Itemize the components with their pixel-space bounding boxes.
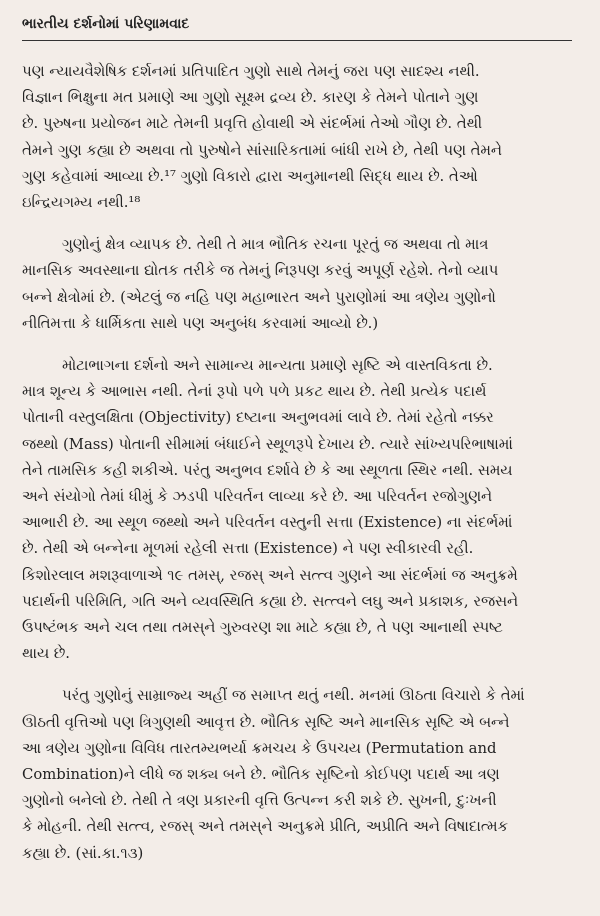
text-line: બન્ને ક્ષેત્રોમાં છે. (એટલું જ નહિ પણ મહાભારત અને પુરાણોમાં આ ત્રણેય ગુણોનો <box>22 288 496 306</box>
header-rule <box>22 40 572 41</box>
text-line: મોટાભાગના દર્શનો અને સામાન્ય માન્યતા પ્રમાણે સૃષ્ટિ એ વાસ્તવિકતા છે. <box>62 357 493 375</box>
text-line: ગુણોનો બનેલો છે. તેથી તે ત્રણ પ્રકારની વૃત્તિ ઉત્પન્ન કરી શકે છે. સુખની, દુઃખની <box>22 792 497 810</box>
text-line: ઉપષ્ટંભક અને ચલ તથા તમસ્‌ને ગુરુવરણ શા માટે કહ્યા છે, તે પણ આનાથી સ્પષ્ટ <box>22 619 503 637</box>
text-line: અને સંયોગો તેમાં ધીમું કે ઝડપી પરિવર્તન લાવ્યા કરે છે. આ પરિવર્તન રજોગુણને <box>22 488 493 506</box>
text-line: નીતિમત્તા કે ધાર્મિકતા સાથે પણ અનુબંધ કરવામાં આવ્યો છે.) <box>22 314 379 332</box>
text-line: ઇન્દ્રિયગમ્ય નથી.¹⁸ <box>22 194 141 212</box>
text-line: પોતાની વસ્તુલક્ષિતા (Objectivity) દષ્ટાના અનુભવમાં લાવે છે. તેમાં રહેતો નક્કર <box>22 409 494 427</box>
text-line: પણ ન્યાયવૈશેષિક દર્શનમાં પ્રતિપાદિત ગુણો સાથે તેમનું જરા પણ સાદશ્ય નથી. <box>22 63 480 80</box>
text-line: છે. પુરુષના પ્રયોજન માટે તેમની પ્રવૃત્તિ હોવાથી એ સંદર્ભમાં તેઓ ગૌણ છે. તેથી <box>22 115 483 133</box>
text-line: ઊઠતી વૃત્તિઓ પણ ત્રિગુણથી આવૃત્ત છે. ભૌતિક સૃષ્ટિ અને માનસિક સૃષ્ટિ એ બન્ને <box>22 713 510 731</box>
paragraph <box>22 353 572 667</box>
text-line: માનસિક અવસ્થાના દ્યોતક તરીકે જ તેમનું નિરૂપણ કરવું અપૂર્ણ રહેશે. તેનો વ્યાપ <box>22 262 499 280</box>
body-text <box>22 59 572 867</box>
paragraph <box>22 59 572 216</box>
paragraph <box>22 232 572 337</box>
text-line: તેમને ગુણ કહ્યા છે અથવા તો પુરુષોને સાંસારિકતામાં બાંધી રાખે છે, તેથી પણ તેમને <box>22 141 502 159</box>
text-line: ગુણોનું ક્ષેત્ર વ્યાપક છે. તેથી તે માત્ર ભૌતિક રચના પૂરતું જ અથવા તો માત્ર <box>62 236 489 254</box>
text-line: કિશોરલાલ મશરૂવાળાએ ૧૯ તમસ્, રજસ્ અને સત્ત્વ ગુણને આ સંદર્ભમાં જ અનુક્રમે <box>22 566 518 584</box>
text-line: કહ્યા છે. (સાં.કા.૧૩) <box>22 844 144 862</box>
text-line: ગુણ કહેવામાં આવ્યા છે.¹⁷ ગુણો વિકારો દ્વારા અનુમાનથી સિદ્ધ થાય છે. તેઓ <box>22 167 478 185</box>
text-line: જથ્થો (Mass) પોતાની સીમામાં બંધાઈને સ્થૂળરૂપે દેખાય છે. ત્યારે સાંખ્યપરિભાષામાં <box>22 435 513 453</box>
paragraph <box>22 683 572 866</box>
text-line: આ ત્રણેય ગુણોના વિવિધ તારતમ્યભર્યા ક્રમચય કે ઉપચય (Permutation and <box>22 739 497 757</box>
text-line: પરંતુ ગુણોનું સામ્રાજ્ય અહીં જ સમાપ્ત થતું નથી. મનમાં ઊઠતા વિચારો કે તેમાં <box>62 687 525 705</box>
text-line: Combination)ને લીધે જ શક્ય બને છે. ભૌતિક સૃષ્ટિનો કોઈપણ પદાર્થ આ ત્રણ <box>22 766 500 784</box>
text-line: આભારી છે. આ સ્થૂળ જથ્થો અને પરિવર્તન વસ્તુની સત્તા (Existence) ના સંદર્ભમાં <box>22 514 513 532</box>
text-line: તેને તામસિક કહી શકીએ. પરંતુ અનુભવ દર્શાવે છે કે આ સ્થૂળતા સ્થિર નથી. સમય <box>22 461 513 479</box>
text-line: પદાર્થની પરિમિતિ, ગતિ અને વ્યવસ્થિતિ કહ્યા છે. સત્ત્વને લઘુ અને પ્રકાશક, રજસને <box>22 592 518 610</box>
text-line: વિજ્ઞાન ભિક્ષુના મત પ્રમાણે આ ગુણો સૂક્ષ્મ દ્રવ્ય છે. કારણ કે તેમને પોતાને ગુણ <box>22 89 479 107</box>
running-header: ભારતીય દર્શનોમાં પરિણામવાદ <box>22 16 190 32</box>
text-line: કે મોહની. તેથી સત્ત્વ, રજસ્ અને તમસ્‌ને અનુક્રમે પ્રીતિ, અપ્રીતિ અને વિષાદાત્મક <box>22 818 508 836</box>
text-line: છે. તેથી એ બન્નેના મૂળમાં રહેલી સત્તા (Existence) ને પણ સ્વીકારવી રહી. <box>22 540 474 558</box>
text-line: થાય છે. <box>22 645 70 663</box>
text-line: માત્ર શૂન્ય કે આભાસ નથી. તેનાં રૂપો પળે પળે પ્રકટ થાય છે. તેથી પ્રત્યેક પદાર્થ <box>22 383 487 401</box>
